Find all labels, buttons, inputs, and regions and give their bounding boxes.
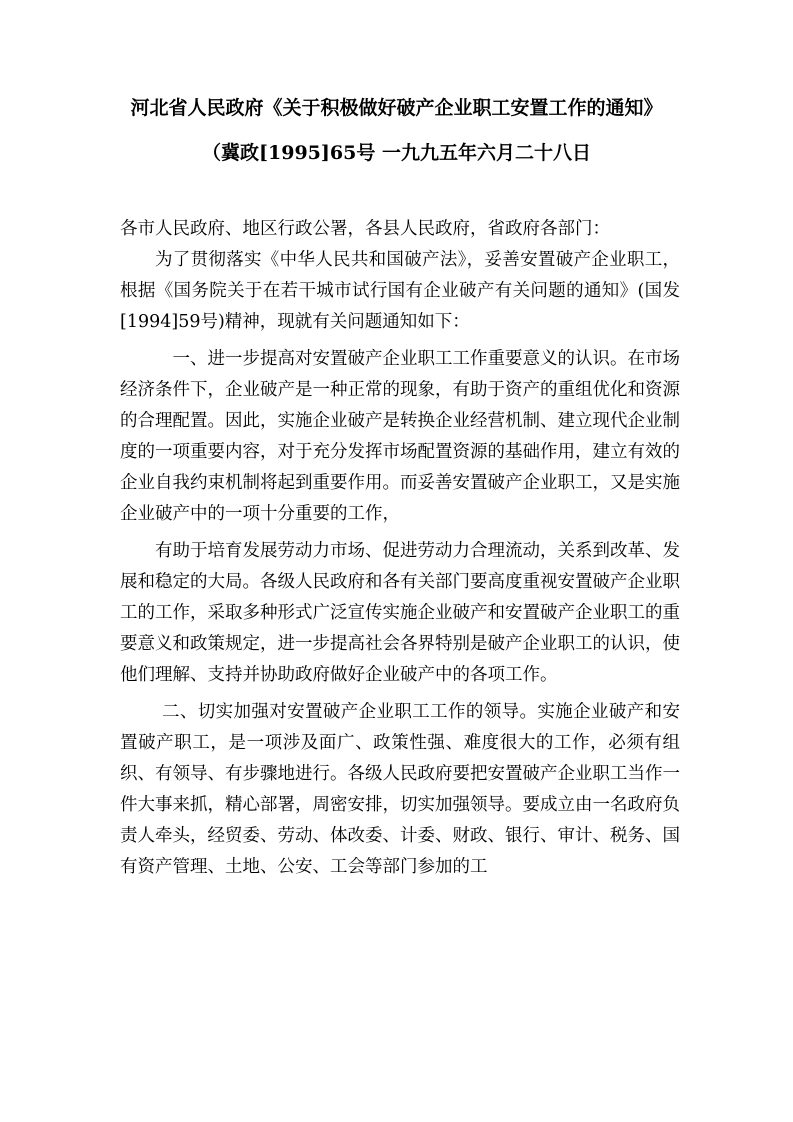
paragraph-section-1: 一、进一步提高对安置破产企业职工工作重要意义的认识。在市场经济条件下，企业破产是一种正常的现象，有助于资产的重组优化和资源的合理配置。因此，实施企业破产是转换企业经营机制、建立现代企业制度的一项重要内容，对于充分发挥市场配置资源的基础作用，建立有效的企业自我约束机制将起到重要作用。而妥善安置破产企业职工，又是实施企业破产中的一项十分重要的工作， [120, 349, 680, 524]
document-title: 河北省人民政府《关于积极做好破产企业职工安置工作的通知》 [130, 97, 663, 119]
document-body [120, 214, 680, 883]
paragraph-intro: 为了贯彻落实《中华人民共和国破产法》，妥善安置破产企业职工，根据《国务院关于在若干城市试行国有企业破产有关问题的通知》(国发[1994]59号)精神，现就有关问题通知如下： [120, 250, 680, 332]
salutation: 各市人民政府、地区行政公署，各县人民政府，省政府各部门： [120, 219, 610, 239]
paragraph-section-2: 二、切实加强对安置破产企业职工工作的领导。实施企业破产和安置破产职工，是一项涉及面广、政策性强、难度很大的工作，必须有组织、有领导、有步骤地进行。各级人民政府要把安置破产企业职工当作一件大事来抓，精心部署，周密安排，切实加强领导。要成立由一名政府负责人牵头，经贸委、劳动、体改委、计委、财政、银行、审计、税务、国有资产管理、土地、公安、工会等部门参加的工 [120, 702, 680, 877]
document-subtitle: （冀政[1995]65号 一九九五年六月二十八日 [202, 142, 591, 164]
paragraph-section-1-continued: 有助于培育发展劳动力市场、促进劳动力合理流动，关系到改革、发展和稳定的大局。各级人民政府和各有关部门要高度重视安置破产企业职工的工作，采取多种形式广泛宣传实施企业破产和安置破产企业职工的重要意义和政策规定，进一步提高社会各界特别是破产企业职工的认识，使他们理解、支持并协助政府做好企业破产中的各项工作。 [120, 541, 680, 685]
